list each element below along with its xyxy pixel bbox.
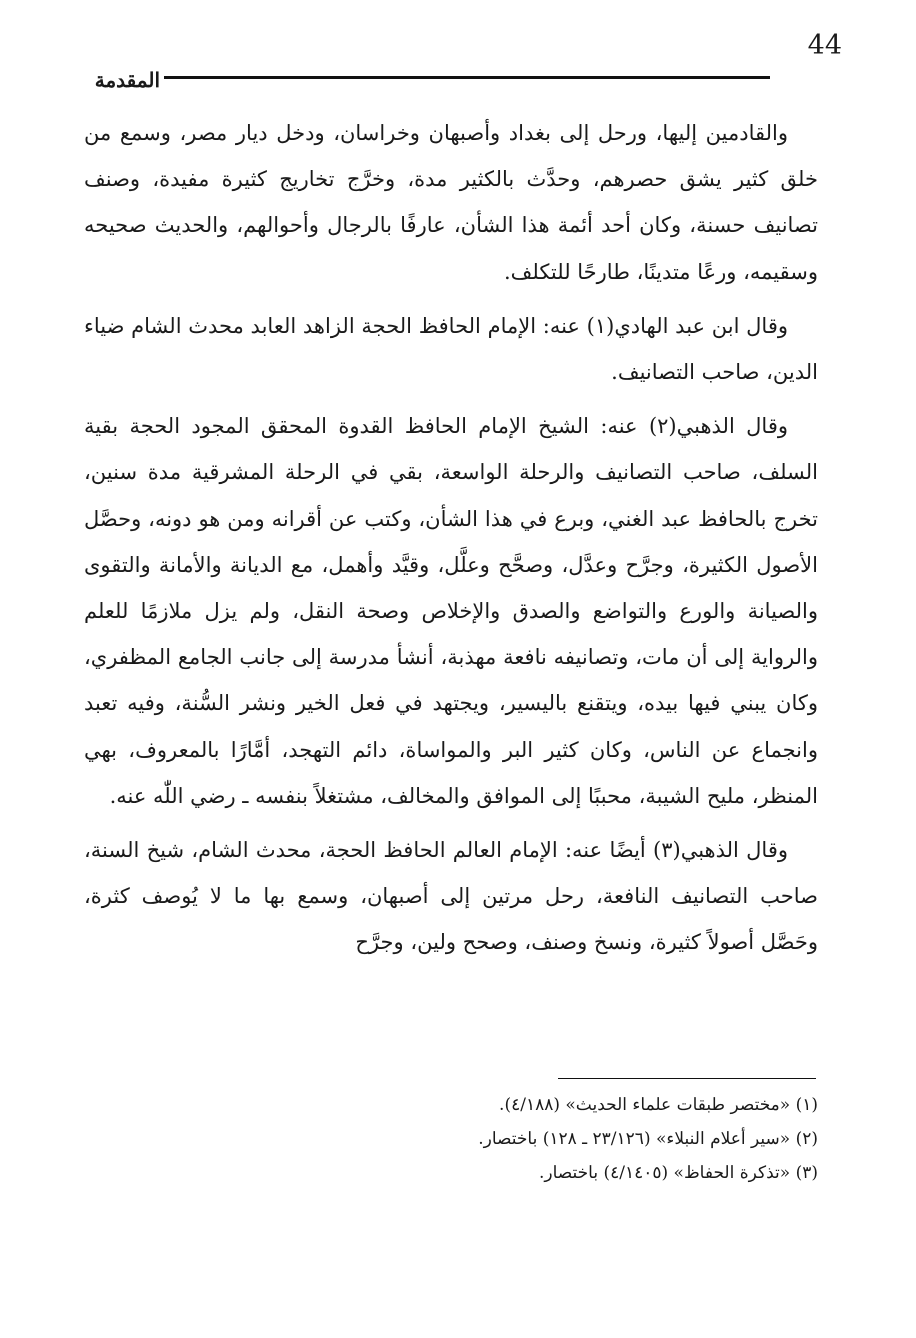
paragraph-2: وقال ابن عبد الهادي(١) عنه: الإمام الحافظ الحجة الزاهد العابد محدث الشام ضياء الدين، صاحب التصانيف. <box>84 313 818 385</box>
paragraph-1: والقادمين إليها، ورحل إلى بغداد وأصبهان وخراسان، ودخل ديار مصر، وسمع من خلق كثير يشق حصرهم، وحدَّث بالكثير مدة، وخرَّج تخاريج كثيرة مفيدة، وصنف تصانيف حسنة، وكان أحد أئمة هذا الشأن، عارفًا بالرجال وأحوالهم، والحديث صحيحه وسقيمه، ورعًا متدينًا، طارحًا للتكلف. <box>84 121 818 284</box>
footnotes <box>300 1088 818 1190</box>
page-number: 44 <box>807 30 842 61</box>
footnote-3: (٣) «تذكرة الحفاظ» (٤/١٤٠٥) باختصار. <box>539 1163 818 1183</box>
footnote-2: (٢) «سير أعلام النبلاء» (٢٣/١٢٦ ـ ١٢٨) باختصار. <box>478 1129 818 1149</box>
main-text <box>84 110 818 974</box>
footnote-1: (١) «مختصر طبقات علماء الحديث» (٤/١٨٨). <box>499 1095 818 1115</box>
footnote-separator <box>558 1078 816 1079</box>
paragraph-3: وقال الذهبي(٢) عنه: الشيخ الإمام الحافظ القدوة المحقق المجود الحجة بقية السلف، صاحب التصانيف والرحلة الواسعة، بقي في الرحلة المشرقية مدة سنين، تخرج بالحافظ عبد الغني، وبرع في هذا الشأن، وكتب عن أقرانه ومن هو دونه، وحصَّل الأصول الكثيرة، وجرَّح وعدَّل، وصحَّح وعلَّل، وقيَّد وأهمل، مع الديانة والأمانة والتقوى والصيانة والورع والتواضع والصدق والإخلاص وصحة النقل، ولم يزل ملازمًا للعلم والرواية إلى أن مات، وتصانيفه نافعة مهذبة، أنشأ مدرسة إلى جانب الجامع المظفري، وكان يبني فيها بيده، ويتقنع باليسير، ويجتهد في فعل الخير ونشر السُّنة، وفيه تعبد وانجماع عن الناس، وكان كثير البر والمواساة، دائم التهجد، أمَّارًا بالمعروف، بهي المنظر، مليح الشيبة، محببًا إلى الموافق والمخالف، مشتغلاً بنفسه ـ رضي اللّٰه عنه. <box>84 414 818 808</box>
paragraph-4: وقال الذهبي(٣) أيضًا عنه: الإمام العالم الحافظ الحجة، محدث الشام، شيخ السنة، صاحب التصانيف النافعة، رحل مرتين إلى أصبهان، وسمع بها ما لا يُوصف كثرة، وحَصَّل أصولاً كثيرة، ونسخ وصنف، وصحح ولين، وجرَّح <box>84 838 818 955</box>
header-rule <box>164 76 770 79</box>
section-title: المقدمة <box>94 68 160 92</box>
